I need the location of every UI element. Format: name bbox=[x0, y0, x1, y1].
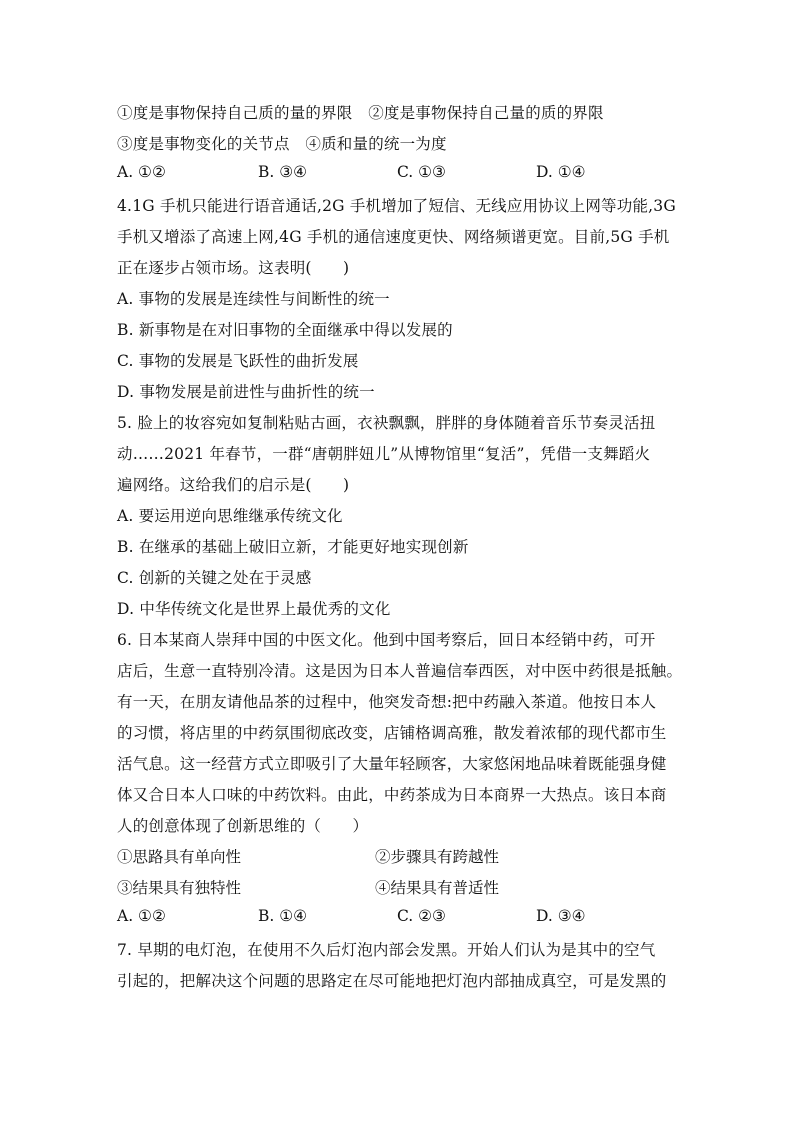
q5-stem-line-2: 动……2021 年春节，一群“唐朝胖妞儿”从博物馆里“复活”，凭借一支舞蹈火 bbox=[117, 445, 651, 463]
q3-option-c: C. ①③ bbox=[397, 163, 446, 181]
q3-statement-row-1: ①度是事物保持自己质的量的界限 ②度是事物保持自己量的质的界限 bbox=[117, 104, 604, 122]
q7-stem-line-1: 7. 早期的电灯泡，在使用不久后灯泡内部会发黑。开始人们认为是其中的空气 bbox=[117, 941, 656, 959]
q4-option-d: D. 事物发展是前进性与曲折性的统一 bbox=[117, 383, 375, 401]
q5-option-c: C. 创新的关键之处在于灵感 bbox=[117, 569, 312, 587]
q4-option-b: B. 新事物是在对旧事物的全面继承中得以发展的 bbox=[117, 321, 453, 339]
q5-stem-line-3: 遍网络。这给我们的启示是( ) bbox=[117, 476, 350, 494]
q6-option-d: D. ③④ bbox=[536, 907, 586, 925]
q6-stem-line-2: 店后，生意一直特别冷清。这是因为日本人普遍信奉西医，对中医中药很是抵触。 bbox=[117, 662, 683, 680]
q6-option-c: C. ②③ bbox=[397, 907, 446, 925]
q7-stem-line-2: 引起的，把解决这个问题的思路定在尽可能地把灯泡内部抽成真空，可是发黑的 bbox=[117, 972, 667, 990]
q6-statement-4: ④结果具有普适性 bbox=[375, 879, 500, 897]
q6-stem-line-4: 的习惯，将店里的中药氛围彻底改变，店铺格调高雅，散发着浓郁的现代都市生 bbox=[117, 724, 667, 742]
q5-option-a: A. 要运用逆向思维继承传统文化 bbox=[117, 507, 343, 525]
q3-option-a: A. ①② bbox=[117, 163, 166, 181]
q5-option-b: B. 在继承的基础上破旧立新，才能更好地实现创新 bbox=[117, 538, 469, 556]
q4-stem-line-3: 正在逐步占领市场。这表明( ) bbox=[117, 259, 350, 277]
q4-stem-line-2: 手机又增添了高速上网,4G 手机的通信速度更快、网络频谱更宽。目前,5G 手机 bbox=[117, 228, 670, 246]
q6-stem-line-3: 有一天，在朋友请他品茶的过程中，他突发奇想:把中药融入茶道。他按日本人 bbox=[117, 693, 657, 711]
q6-stem-line-5: 活气息。这一经营方式立即吸引了大量年轻顾客，大家悠闲地品味着既能强身健 bbox=[117, 755, 667, 773]
q6-statement-3: ③结果具有独特性 bbox=[117, 879, 242, 897]
q3-option-b: B. ③④ bbox=[258, 163, 308, 181]
q6-stem-line-7: 人的创意体现了创新思维的（ ） bbox=[117, 817, 369, 835]
q4-stem-line-1: 4.1G 手机只能进行语音通话,2G 手机增加了短信、无线应用协议上网等功能,3G bbox=[117, 197, 676, 215]
q4-option-c: C. 事物的发展是飞跃性的曲折发展 bbox=[117, 352, 359, 370]
q6-option-a: A. ①② bbox=[117, 907, 166, 925]
q6-statement-2: ②步骤具有跨越性 bbox=[375, 848, 500, 866]
q6-statement-1: ①思路具有单向性 bbox=[117, 848, 242, 866]
q5-stem-line-1: 5. 脸上的妆容宛如复制粘贴古画，衣袂飘飘，胖胖的身体随着音乐节奏灵活扭 bbox=[117, 414, 656, 432]
q4-option-a: A. 事物的发展是连续性与间断性的统一 bbox=[117, 290, 390, 308]
q5-option-d: D. 中华传统文化是世界上最优秀的文化 bbox=[117, 600, 391, 618]
q3-option-d: D. ①④ bbox=[536, 163, 586, 181]
q6-option-b: B. ①④ bbox=[258, 907, 308, 925]
q3-statement-row-2: ③度是事物变化的关节点 ④质和量的统一为度 bbox=[117, 135, 447, 153]
q6-stem-line-6: 体又合日本人口味的中药饮料。由此，中药茶成为日本商界一大热点。该日本商 bbox=[117, 786, 667, 804]
q6-stem-line-1: 6. 日本某商人崇拜中国的中医文化。他到中国考察后，回日本经销中药，可开 bbox=[117, 631, 656, 649]
